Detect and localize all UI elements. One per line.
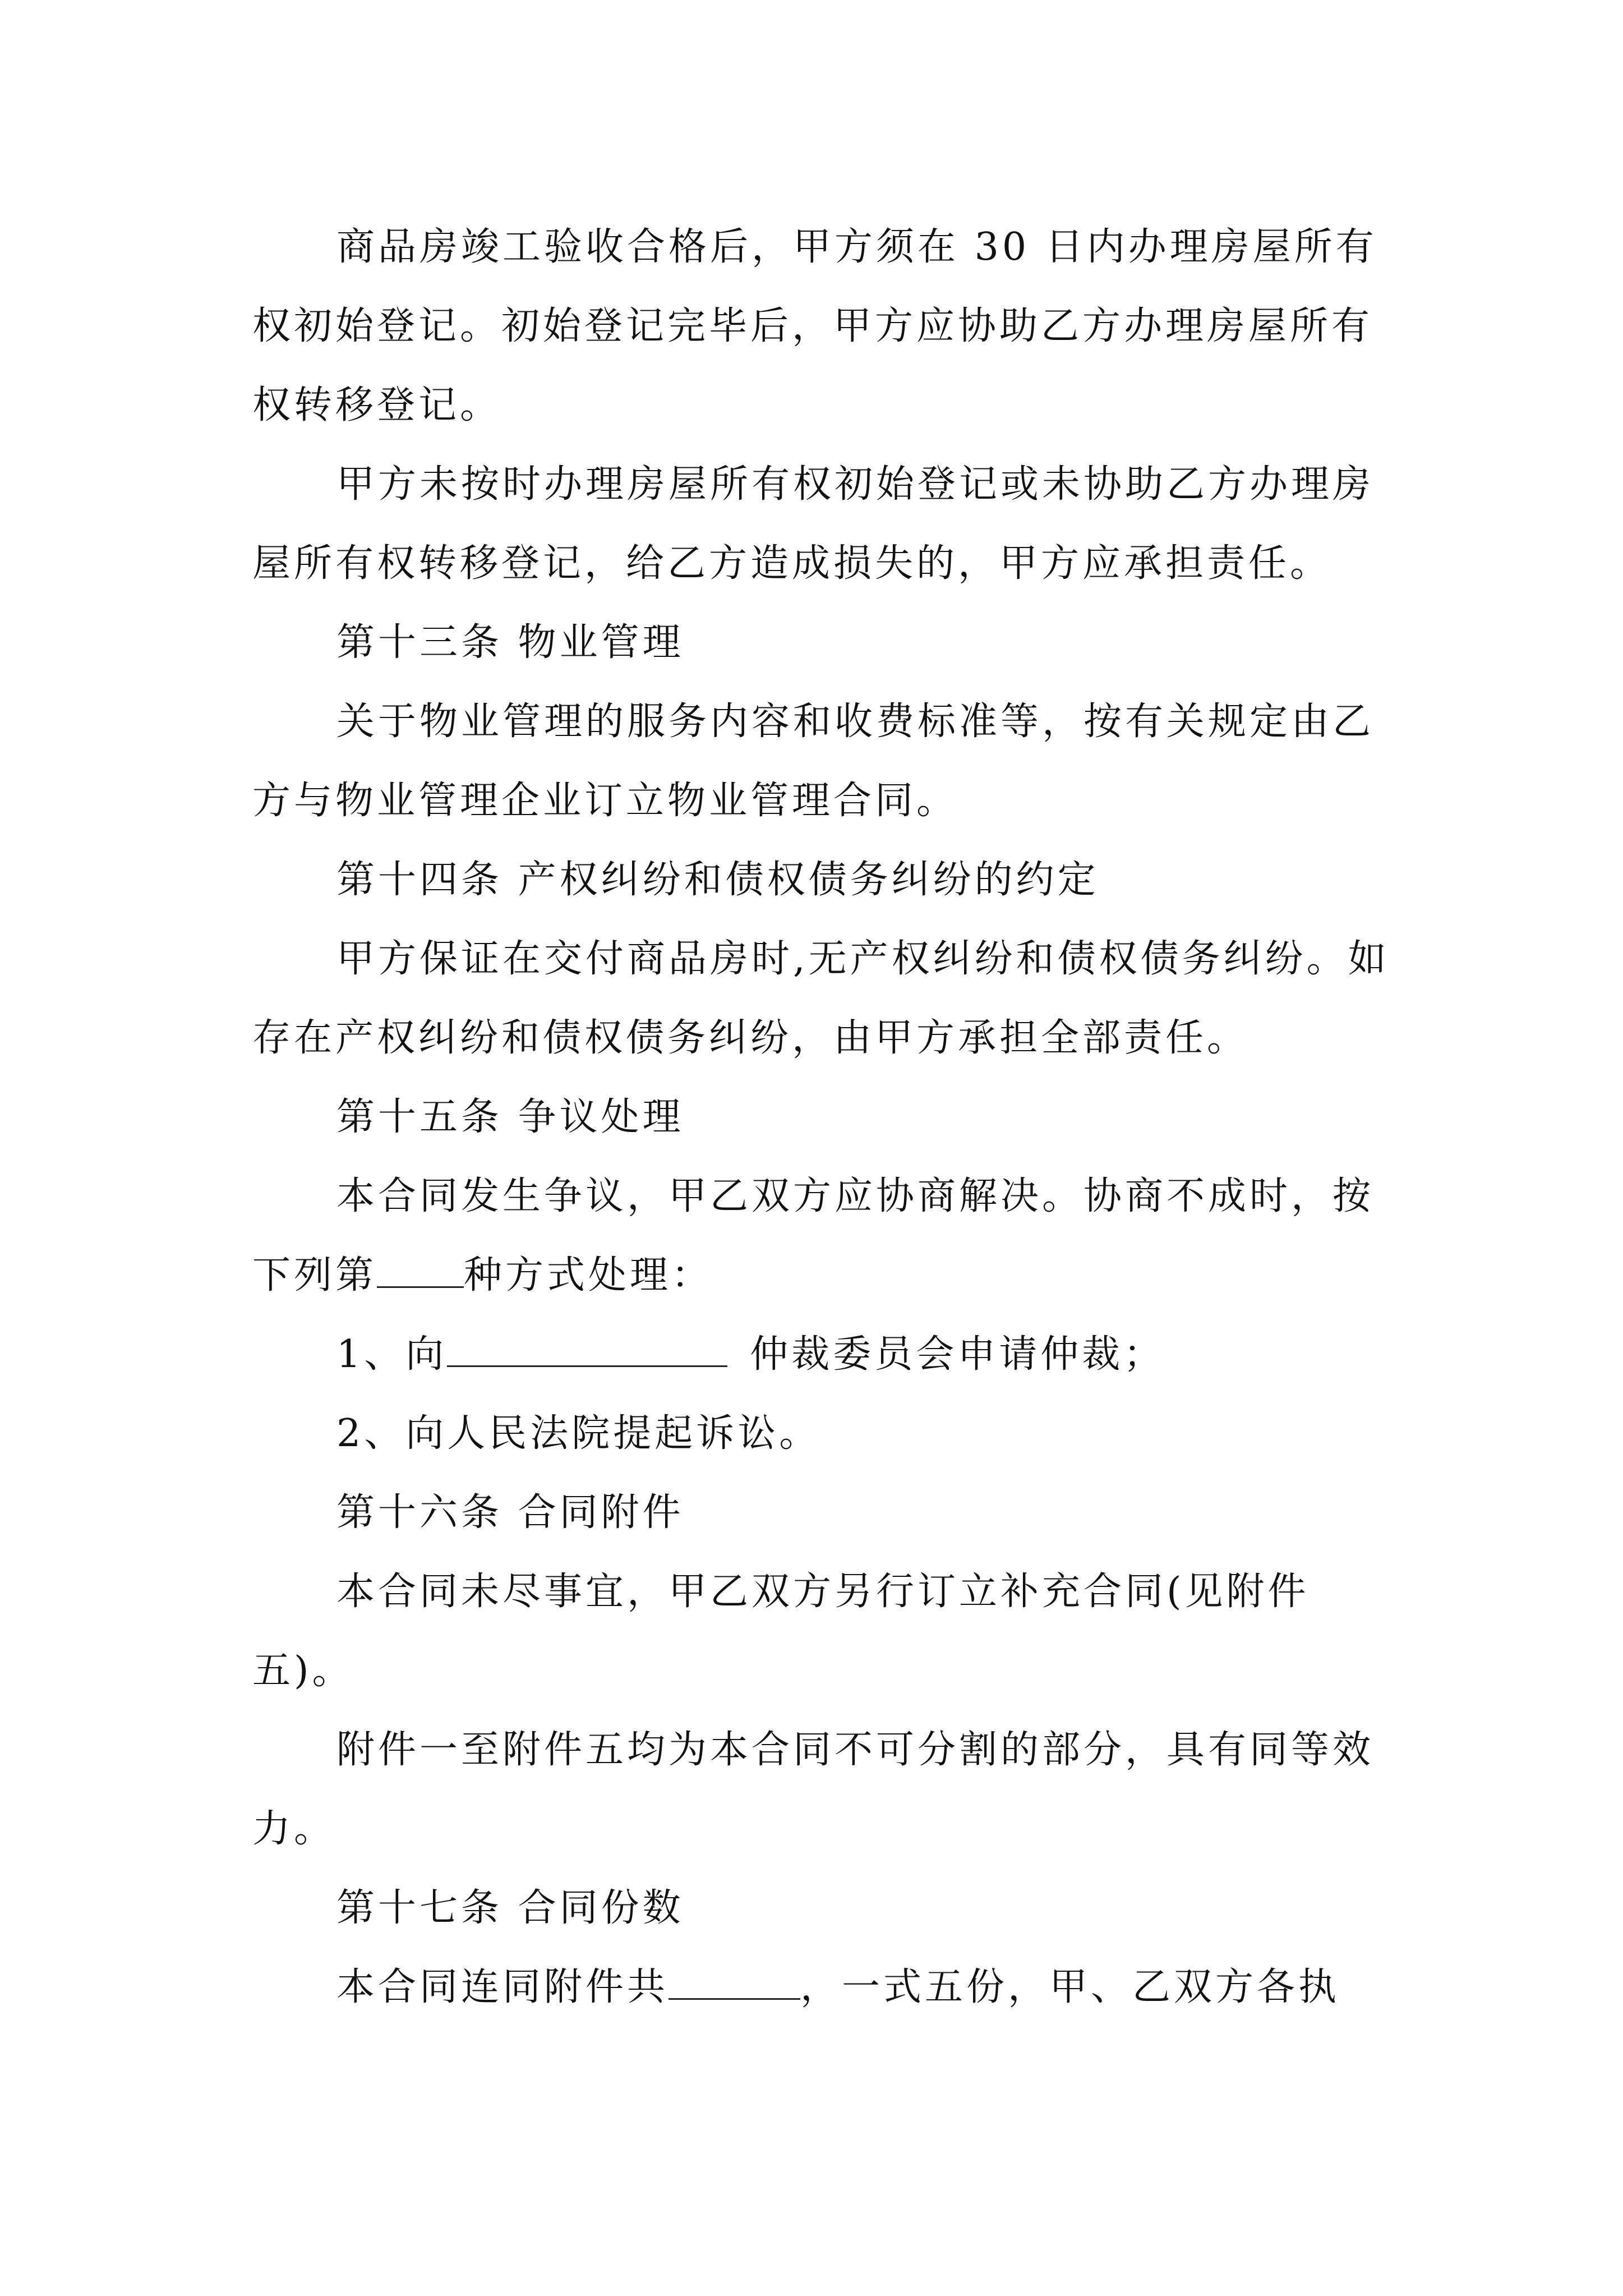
article-14-heading: 第十四条 产权纠纷和债权债务纠纷的约定: [336, 858, 1099, 902]
method-number-blank: [377, 1253, 464, 1288]
article-13-heading: 第十三条 物业管理: [336, 620, 684, 665]
arbitration-committee-blank: [447, 1332, 727, 1367]
document-body: [252, 208, 1391, 2027]
dispute-text-start: 本合同发生争议，甲乙双方应协商解决。协商不成时，按下列第: [252, 1174, 1375, 1297]
article-17-heading: 第十七条 合同份数: [336, 1886, 684, 1930]
dispute-text-end: 种方式处理：: [464, 1253, 713, 1297]
paragraph-supplementary-contract: 本合同未尽事宜，甲乙双方另行订立补充合同(见附件五)。: [252, 1570, 1310, 1693]
paragraph-dispute-resolution: [252, 1157, 1391, 1315]
paragraph-dispute-guarantee: 甲方保证在交付商品房时,无产权纠纷和债权债务纠纷。如存在产权纠纷和债权债务纠纷，由甲方承担全部责任。: [252, 937, 1390, 1060]
list-item-litigation: 2、向人民法院提起诉讼。: [336, 1411, 821, 1456]
paragraph-attachments-validity: 附件一至附件五均为本合同不可分割的部分，具有同等效力。: [252, 1728, 1375, 1851]
paragraph-initial-registration: 商品房竣工验收合格后，甲方须在 30 日内办理房屋所有权初始登记。初始登记完毕后，甲方应协助乙方办理房屋所有权转移登记。: [252, 225, 1377, 427]
paragraph-property-management: 关于物业管理的服务内容和收费标准等，按有关规定由乙方与物业管理企业订立物业管理合同。: [252, 700, 1375, 823]
arbitration-suffix: 仲裁委员会申请仲裁；: [750, 1332, 1165, 1377]
paragraph-contract-copies: [252, 1948, 1391, 2027]
arbitration-prefix: 1、向: [336, 1332, 448, 1377]
copies-text-end: ，一式五份，甲、乙双方各执: [800, 1965, 1340, 2009]
page-count-blank: [668, 1964, 800, 2000]
list-item-arbitration: [252, 1315, 1391, 1394]
paragraph-registration-liability: 甲方未按时办理房屋所有权初始登记或未协助乙方办理房屋所有权转移登记，给乙方造成损失的，甲方应承担责任。: [252, 462, 1375, 586]
article-16-heading: 第十六条 合同附件: [336, 1490, 684, 1535]
article-15-heading: 第十五条 争议处理: [336, 1095, 684, 1139]
copies-text-start: 本合同连同附件共: [336, 1965, 669, 2009]
